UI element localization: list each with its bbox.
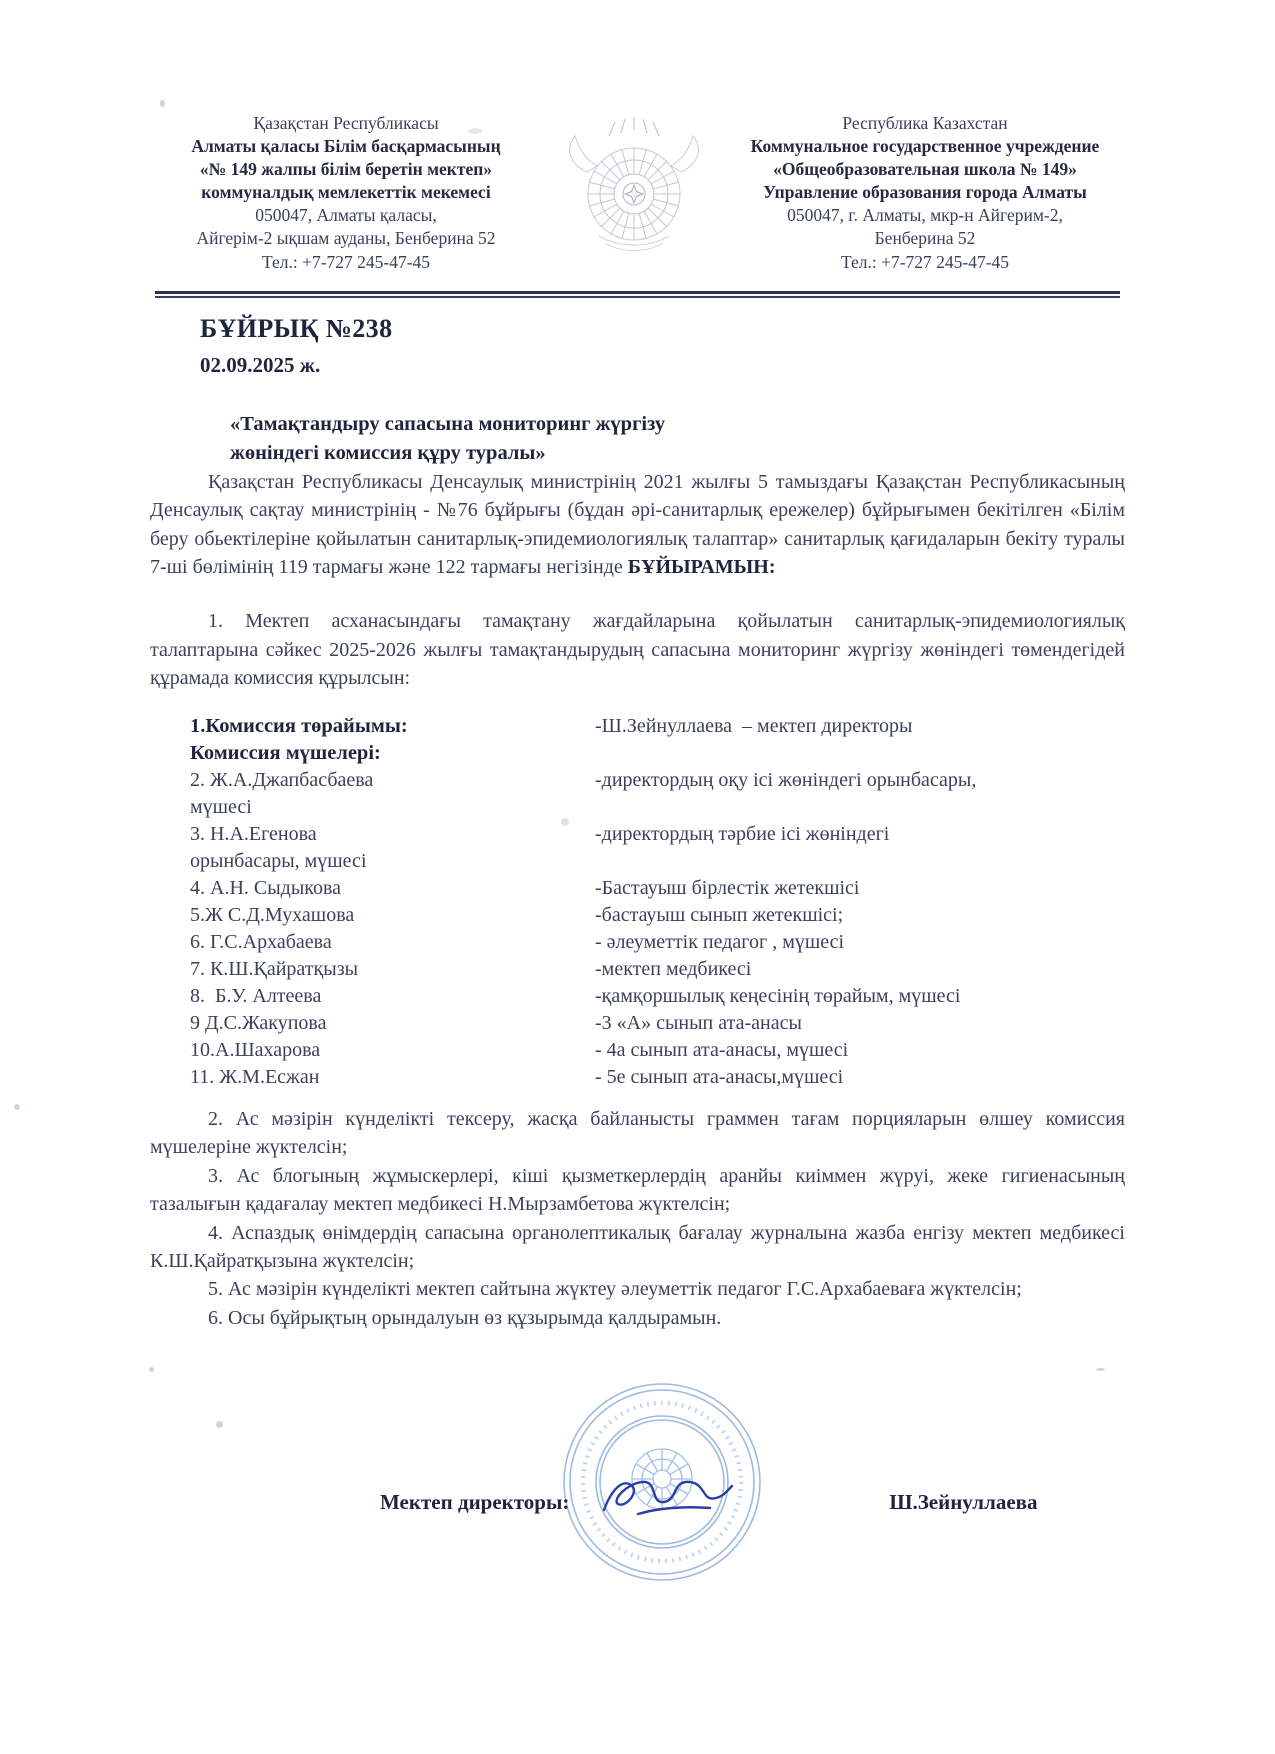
member-name: 4. А.Н. Сыдыкова: [190, 877, 342, 899]
clause-list: [150, 1105, 1125, 1332]
state-emblem-icon: [559, 116, 709, 276]
spacer: [150, 581, 1125, 607]
letterhead-kz-line4: коммуналдық мемлекеттік мекемесі: [201, 182, 491, 203]
commission-chair-role: -Ш.Зейнуллаева – мектеп директоры: [595, 714, 913, 737]
member-role: -мектеп медбикесі: [595, 958, 752, 980]
letterhead-kz-line5: 050047, Алматы қаласы,: [255, 205, 437, 226]
commission-chair-label: 1.Комиссия төрайымы:: [190, 714, 408, 737]
scan-artifact: [14, 1104, 20, 1110]
member-role: -бастауыш сынып жетекшісі;: [595, 904, 844, 926]
commission-member-row: [190, 767, 1120, 794]
preamble-paragraph: [150, 468, 1125, 582]
letterhead-ru-line5: 050047, г. Алматы, мкр-н Айгерим-2,: [787, 205, 1063, 226]
member-name: 8. Б.У. Алтеева: [190, 985, 322, 1007]
commission-member-row-cont: [190, 848, 1120, 875]
letterhead-kz-line7: Тел.: +7-727 245-47-45: [261, 251, 431, 272]
member-name-cont: мүшесі: [190, 796, 252, 818]
member-role: - 5е сынып ата-анасы,мүшесі: [595, 1066, 844, 1088]
commission-member-row: [190, 902, 1120, 929]
clause-1-paragraph: 1. Мектеп асханасындағы тамақтану жағдайларына қойылатын санитарлық-эпидемиологиялық талаптарына сәйкес 2025-2026 жылғы тамақтандырудың сапасына мониторинг жүргізу жөніндегі төмендегідей құрамада комиссия құрылсын:: [150, 610, 1125, 690]
clause-4-paragraph: 4. Аспаздық өнімдердің сапасына органолептикалық бағалау журналына жазба енгізу мектеп медбикесі К.Ш.Қайратқызына жүктелсін;: [150, 1221, 1125, 1272]
header-divider: [155, 291, 1120, 298]
signature-block: [380, 1490, 1125, 1515]
document-body: [150, 312, 1125, 1332]
commission-member-row: [190, 983, 1120, 1010]
official-stamp-icon: [555, 1375, 770, 1590]
clause-2-paragraph: 2. Ас мәзірін күнделікті тексеру, жасқа байланысты граммен тағам порцияларын өлшеу комиссия мүшелеріне жүктелсін;: [150, 1108, 1125, 1159]
commission-members-label: Комиссия мүшелері:: [190, 741, 381, 764]
letterhead-ru-line4: Управление образования города Алматы: [763, 182, 1087, 203]
letterhead-kz-line6: Айгерім-2 ықшам ауданы, Бенберина 52: [196, 228, 496, 249]
commission-member-row: [190, 956, 1120, 983]
commission-member-row: [190, 1037, 1120, 1064]
commission-member-row: [190, 1010, 1120, 1037]
signature-title: Мектеп директоры:: [380, 1490, 570, 1514]
letterhead-kz-line2: Алматы қаласы Білім басқармасының: [191, 136, 501, 157]
order-subject: [230, 410, 1125, 468]
scan-artifact: [1096, 1368, 1105, 1371]
commission-members-label-row: [190, 740, 1120, 767]
order-subject-line-1: «Тамақтандыру сапасына мониторинг жүргізу: [230, 412, 666, 435]
member-name: 7. К.Ш.Қайратқызы: [190, 958, 359, 980]
letterhead-ru-line1: Республика Казахстан: [842, 113, 1008, 133]
clause-3-paragraph: 3. Ас блогының жұмыскерлері, кіші қызметкерлердің аранйы киіммен жүруі, жеке гигиенасының тазалығын қадағалау мектеп медбикесі Н.Мырзамбетова жүктелсін;: [150, 1164, 1125, 1216]
member-name: 2. Ж.А.Джапбасбаева: [190, 769, 374, 791]
member-name: 10.А.Шахарова: [190, 1039, 321, 1061]
letterhead-kazakh: [150, 112, 542, 274]
commission-member-row: [190, 929, 1120, 956]
commission-member-row: [190, 1064, 1120, 1091]
preamble-command-word: БҰЙЫРАМЫН:: [627, 555, 776, 578]
member-role: -директордың тәрбие ісі жөніндегі: [595, 823, 890, 845]
letterhead-kz-line3: «№ 149 жалпы білім беретін мектеп»: [199, 159, 493, 180]
scan-artifact: [160, 100, 165, 107]
member-name: 5.Ж С.Д.Мухашова: [190, 904, 355, 926]
member-name-cont: орынбасары, мүшесі: [190, 850, 367, 872]
clause-6-paragraph: 6. Осы бұйрықтың орындалуын өз құзырымда қалдырамын.: [208, 1306, 722, 1329]
commission-member-row-cont: [190, 794, 1120, 821]
divider-thin: [155, 296, 1120, 298]
clause-5-paragraph: 5. Ас мәзірін күнделікті мектеп сайтына жүктеу әлеуметтік педагог Г.С.Архабаеваға жүктелсін;: [208, 1278, 1022, 1301]
scan-artifact: [216, 1421, 223, 1428]
preamble-text: Қазақстан Республикасы Денсаулық министрінің 2021 жылғы 5 тамыздағы Қазақстан Республикасының Денсаулық сақтау министрінің - №76 бұйрығы (бұдан әрі-санитарлық ережелер) бұйрығымен бекітілген «Білім беру обьектілеріне қойылатын санитарлық-эпидемиологиялық талаптар» санитарлық қағидаларын бекіту туралы 7-ші бөлімінің 119 тармағы және 122 тармағы негізінде: [150, 470, 1125, 578]
commission-list: [190, 713, 1120, 1092]
member-name: 6. Г.С.Архабаева: [190, 931, 332, 953]
member-name: 11. Ж.М.Есжан: [190, 1066, 320, 1088]
letterhead-ru-line3: «Общеобразовательная школа № 149»: [773, 159, 1077, 180]
letterhead-ru-line6: Бенберина 52: [874, 228, 976, 249]
member-role: - 4а сынып ата-анасы, мүшесі: [595, 1039, 849, 1061]
member-role: -қамқоршылық кеңесінің төрайым, мүшесі: [595, 985, 961, 1007]
member-role: -директордың оқу ісі жөніндегі орынбасары,: [595, 769, 977, 791]
letterhead-russian: [725, 112, 1125, 274]
letterhead: [150, 112, 1125, 276]
signature-name: Ш.Зейнуллаева: [889, 1490, 1038, 1514]
letterhead-ru-line7: Тел.: +7-727 245-47-45: [840, 251, 1010, 272]
commission-chair-row: [190, 713, 1120, 740]
letterhead-ru-line2: Коммунальное государственное учреждение: [750, 136, 1100, 157]
order-subject-line-2: жөніндегі комиссия құру туралы»: [230, 441, 546, 464]
commission-member-row: [190, 821, 1120, 848]
letterhead-kz-line1: Қазақстан Республикасы: [253, 113, 439, 133]
member-name: 9 Д.С.Жакупова: [190, 1012, 327, 1034]
member-role: -Бастауыш бірлестік жетекшісі: [595, 877, 860, 899]
order-number: БҰЙРЫҚ №238: [200, 314, 393, 343]
scan-artifact: [149, 1367, 154, 1372]
member-role: -3 «А» сынып ата-анасы: [595, 1012, 802, 1034]
divider-thick: [155, 291, 1120, 294]
commission-member-row: [190, 875, 1120, 902]
member-name: 3. Н.А.Егенова: [190, 823, 317, 845]
order-date: 02.09.2025 ж.: [200, 353, 321, 378]
member-role: - әлеуметтік педагог , мүшесі: [595, 931, 845, 953]
